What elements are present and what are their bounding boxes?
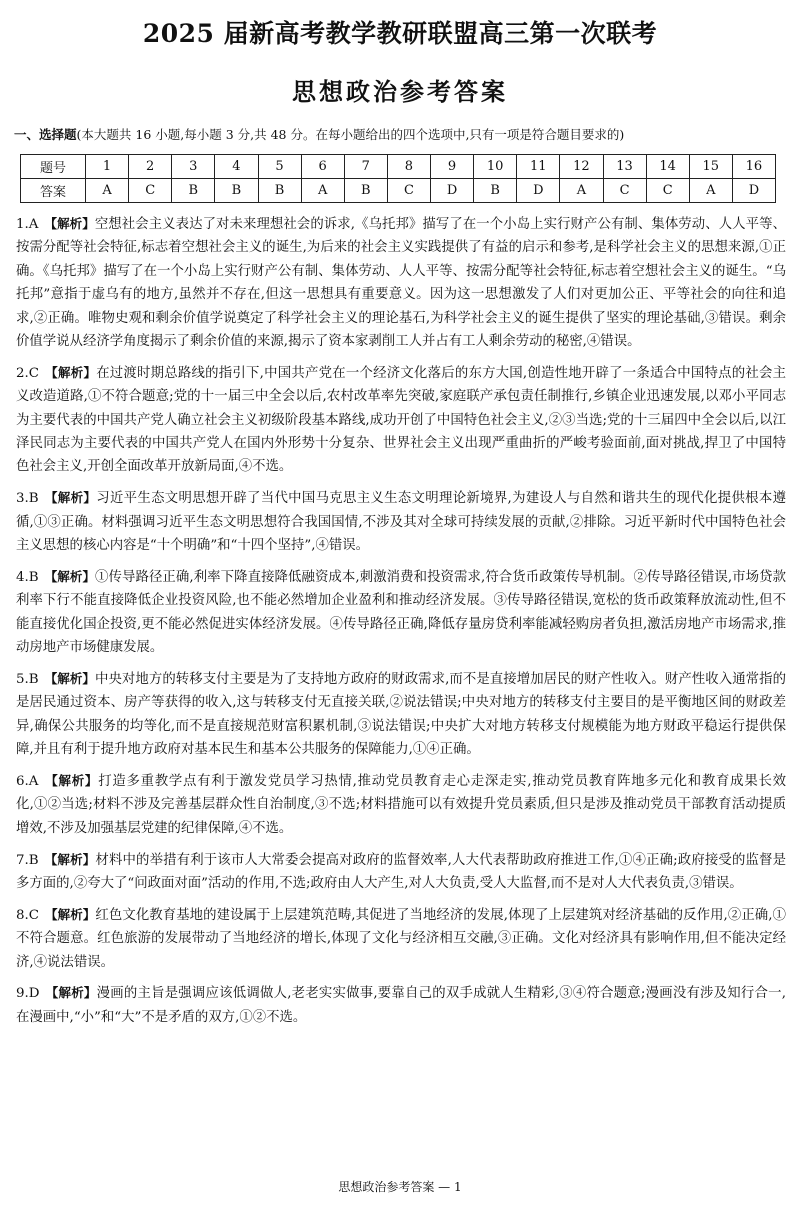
explanation-item bbox=[16, 565, 786, 660]
explanation-list bbox=[16, 212, 786, 1037]
item-text: 打造多重教学点有利于激发党员学习热情,推动党员教育走心走深走实,推动党员教育阵地多元化和教育成果长效化,①②当选;材料不涉及完善基层群众性自治制度,③不选;材料措施可以有效提升党员素质,但只是涉及推动党员干部教育活动提质增效,不涉及加强基层党建的纪律保障,④不选。 bbox=[16, 773, 786, 836]
question-number-cell: 4 bbox=[215, 155, 258, 179]
item-text: 习近平生态文明思想开辟了当代中国马克思主义生态文明理论新境界,为建设人与自然和谐共生的现代化提供根本遵循,①③正确。材料强调习近平生态文明思想符合我国国情,不涉及其对全球可持续发展的贡献,②排除。习近平新时代中国特色社会主义思想的核心内容是“十个明确”和“十四个坚持”,④错误。 bbox=[16, 491, 786, 554]
explanation-item bbox=[16, 212, 786, 353]
answer-label: 答案 bbox=[21, 179, 86, 203]
question-number-cell: 1 bbox=[86, 155, 129, 179]
question-number-cell: 7 bbox=[344, 155, 387, 179]
item-number: 6. bbox=[16, 773, 29, 789]
item-text: 红色文化教育基地的建设属于上层建筑范畴,其促进了当地经济的发展,体现了上层建筑对经济基础的反作用,②正确,①不符合题意。红色旅游的发展带动了当地经济的增长,体现了文化与经济相互交融,③正确。文化对经济具有影响作用,但不能决定经济,④说法错误。 bbox=[16, 907, 786, 970]
answer-cell: B bbox=[172, 179, 215, 203]
item-answer: B bbox=[28, 491, 39, 507]
item-answer: D bbox=[28, 986, 40, 1002]
analysis-tag: 【解析】 bbox=[44, 490, 97, 506]
analysis-tag: 【解析】 bbox=[45, 364, 97, 380]
exam-title: 2025 届新高考教学教研联盟高三第一次联考 bbox=[142, 19, 658, 48]
answer-cell: C bbox=[646, 179, 689, 203]
question-number-cell: 15 bbox=[689, 155, 732, 179]
item-text: 漫画的主旨是强调应该低调做人,老老实实做事,要靠自己的双手成就人生精彩,③④符合题意;漫画没有涉及知行合一,在漫画中,“小”和“大”不是矛盾的双方,①②不选。 bbox=[16, 986, 786, 1025]
question-number-cell: 10 bbox=[474, 155, 517, 179]
explanation-item bbox=[16, 981, 786, 1029]
analysis-tag: 【解析】 bbox=[44, 216, 95, 231]
question-number-cell: 9 bbox=[431, 155, 474, 179]
document-title: 思想政治参考答案 bbox=[292, 78, 508, 106]
item-number: 2. bbox=[16, 365, 29, 381]
answer-cell: B bbox=[215, 179, 258, 203]
item-number: 7. bbox=[16, 852, 29, 868]
answer-cell: D bbox=[431, 179, 474, 203]
item-number: 8. bbox=[16, 907, 29, 923]
answer-cell: A bbox=[86, 179, 129, 203]
question-number-cell: 13 bbox=[603, 155, 646, 179]
question-number-cell: 6 bbox=[301, 155, 344, 179]
question-number-cell: 12 bbox=[560, 155, 603, 179]
analysis-tag: 【解析】 bbox=[44, 772, 99, 788]
question-number-label: 题号 bbox=[21, 155, 86, 179]
analysis-tag: 【解析】 bbox=[45, 906, 96, 922]
explanation-item bbox=[16, 486, 786, 557]
answer-cell: C bbox=[603, 179, 646, 203]
analysis-tag: 【解析】 bbox=[44, 851, 96, 867]
item-text: 在过渡时期总路线的指引下,中国共产党在一个经济文化落后的东方大国,创造性地开辟了一条适合中国特点的社会主义改造道路,①不符合题意;党的十一届三中全会以后,农村改革率先突破,家庭联产承包责任制推行,乡镇企业迅速发展,以邓小平同志为主要代表的中国共产党人确立社会主义初级阶段基本路线,成功开创了中国特色社会主义,②③当选;党的十三届四中全会以后,以江泽民同志为主要代表的中国共产党人在国内外形势十分复杂、世界社会主义出现严重曲折的严峻考验面前,面对挑战,捍卫了中国特色社会主义,开创全面改革开放新局面,④不选。 bbox=[16, 365, 786, 475]
item-answer: B bbox=[28, 569, 39, 585]
answer-cell: C bbox=[387, 179, 430, 203]
question-number-row bbox=[21, 155, 776, 179]
analysis-tag: 【解析】 bbox=[44, 568, 96, 584]
question-number-cell: 2 bbox=[129, 155, 172, 179]
answer-cell: B bbox=[474, 179, 517, 203]
answer-cell: C bbox=[129, 179, 172, 203]
item-text: 中央对地方的转移支付主要是为了支持地方政府的财政需求,而不是直接增加居民的财产性收入。财产性收入通常指的是居民通过资本、房产等获得的收入,这与转移支付无直接关联,②说法错误;中央对地方的转移支付主要目的是平衡地区间的财政差异,确保公共服务的均等化,而不是直接规范财富积累机制,③说法错误;中央扩大对地方转移支付规模能为地方财政平稳运行提供保障,并且有利于提升地方政府对基本民生和基本公共服务的保障能力,①④正确。 bbox=[16, 671, 786, 758]
question-number-cell: 14 bbox=[646, 155, 689, 179]
section-instructions: (本大题共 16 小题,每小题 3 分,共 48 分。在每小题给出的四个选项中,只有一项是符合题目要求的) bbox=[76, 127, 625, 142]
answer-cell: A bbox=[560, 179, 603, 203]
item-answer: B bbox=[28, 671, 39, 687]
answer-cell: B bbox=[344, 179, 387, 203]
item-number: 4. bbox=[16, 569, 29, 585]
question-number-cell: 5 bbox=[258, 155, 301, 179]
explanation-item bbox=[16, 769, 786, 840]
question-number-cell: 16 bbox=[732, 155, 775, 179]
analysis-tag: 【解析】 bbox=[45, 985, 97, 1001]
question-number-cell: 8 bbox=[387, 155, 430, 179]
answer-cell: D bbox=[517, 179, 560, 203]
section-title: 一、选择题 bbox=[14, 127, 77, 142]
item-text: ①传导路径正确,利率下降直接降低融资成本,刺激消费和投资需求,符合货币政策传导机制。②传导路径错误,市场贷款利率下行不能直接降低企业投资风险,也不能必然增加企业盈利和推动经济发展。③传导路径错误,宽松的货币政策释放流动性,但不能直接优化国企投资,更不能必然促进实体经济发展。④传导路径正确,降低存量房贷利率能减轻购房者负担,激活房地产市场需求,推动房地产市场健康发展。 bbox=[16, 569, 786, 656]
item-answer: C bbox=[28, 365, 40, 381]
answer-cell: D bbox=[732, 179, 775, 203]
question-number-cell: 11 bbox=[517, 155, 560, 179]
page-footer: 思想政治参考答案 — 1 bbox=[338, 1180, 462, 1194]
item-number: 9. bbox=[16, 986, 29, 1002]
answer-cell: A bbox=[301, 179, 344, 203]
item-number: 5. bbox=[16, 671, 29, 687]
item-answer: C bbox=[28, 907, 40, 923]
analysis-tag: 【解析】 bbox=[44, 670, 95, 686]
explanation-item bbox=[16, 848, 786, 896]
item-answer: B bbox=[28, 852, 39, 868]
question-number-cell: 3 bbox=[172, 155, 215, 179]
answer-cell: B bbox=[258, 179, 301, 203]
item-text: 空想社会主义表达了对未来理想社会的诉求,《乌托邦》描写了在一个小岛上实行财产公有制、集体劳动、人人平等、按需分配等社会特征,标志着空想社会主义的诞生,为后来的社会主义实践提供了有益的启示和参考,是科学社会主义的思想来源,①正确。《乌托邦》描写了在一个小岛上实行财产公有制、集体劳动、人人平等、按需分配等社会特征,标志着空想社会主义的诞生。“乌托邦”意指于虚乌有的地方,虽然并不存在,但这一思想具有重要意义。因为这一思想激发了人们对更加公正、平等社会的向往和追求,②正确。唯物史观和剩余价值学说奠定了科学社会主义的理论基石,为科学社会主义的诞生提供了坚实的理论基础,③错误。剩余价值学说从经济学角度揭示了剩余价值的来源,揭示了资本家剥削工人并占有工人剩余劳动的秘密,④错误。 bbox=[16, 217, 786, 350]
item-answer: A bbox=[28, 773, 39, 789]
answer-row bbox=[21, 179, 776, 203]
explanation-item bbox=[16, 903, 786, 974]
answer-key-table bbox=[20, 154, 776, 203]
section-heading bbox=[14, 125, 794, 143]
item-number: 3. bbox=[16, 491, 29, 507]
item-text: 材料中的举措有利于该市人大常委会提高对政府的监督效率,人大代表帮助政府推进工作,①④正确;政府接受的监督是多方面的,②夸大了“问政面对面”活动的作用,不选;政府由人大产生,对人大负责,受人大监督,而不是对人大代表负责,③错误。 bbox=[16, 852, 786, 891]
item-answer: A bbox=[28, 217, 39, 232]
explanation-item bbox=[16, 361, 786, 479]
answer-cell: A bbox=[689, 179, 732, 203]
item-number: 1. bbox=[16, 217, 29, 232]
explanation-item bbox=[16, 667, 786, 762]
